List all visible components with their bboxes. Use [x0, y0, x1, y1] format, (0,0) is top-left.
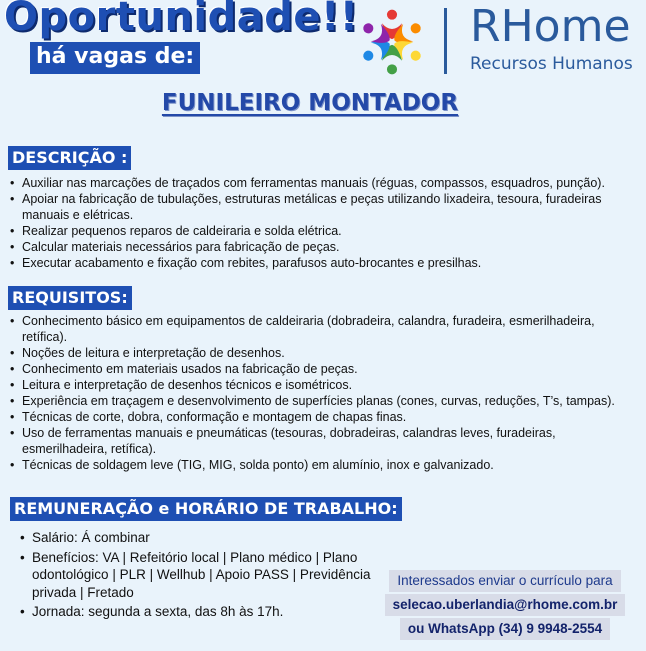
remuneracao-item: • Salário: Á combinar: [18, 529, 378, 547]
contact-whatsapp[interactable]: [400, 618, 610, 640]
subheadline: há vagas de:: [30, 42, 200, 74]
logo-divider: [444, 8, 447, 74]
logo-name: RHome: [470, 1, 631, 52]
logo-tagline: Recursos Humanos: [470, 54, 633, 74]
descricao-item: • Executar acabamento e fixação com rebites, parafusos auto-brocantes e presilhas.: [8, 255, 634, 271]
contact-box: [382, 570, 628, 642]
descricao-item: • Auxiliar nas marcações de traçados com ferramentas manuais (réguas, compassos, esquadros, punção).: [8, 175, 634, 191]
requisitos-list: [8, 313, 634, 473]
requisito-item: • Leitura e interpretação de desenhos técnicos e isométricos.: [8, 377, 634, 393]
remuneracao-item: • Benefícios: VA | Refeitório local | Plano médico | Plano odontológico | PLR | Wellhub | Apoio PASS | Previdência privada | Fretado: [18, 549, 378, 602]
contact-intro: Interessados enviar o currículo para: [389, 570, 620, 592]
headline: Oportunidade!!: [4, 0, 359, 40]
remuneracao-list: [18, 529, 378, 623]
requisito-item: • Conhecimento em materiais usados na fabricação de peças.: [8, 361, 634, 377]
descricao-item: • Apoiar na fabricação de tubulações, estruturas metálicas e peças utilizando lixadeira, tesoura, furadeiras manuais e elétricas.: [8, 191, 634, 223]
rhome-logo-icon: [356, 6, 428, 78]
requisito-item: • Técnicas de corte, dobra, conformação e montagem de chapas finas.: [8, 409, 634, 425]
job-title: FUNILEIRO MONTADOR: [161, 90, 459, 116]
section-heading-remuneracao: REMUNERAÇÃO e HORÁRIO DE TRABALHO:: [10, 497, 402, 521]
remuneracao-item: • Jornada: segunda a sexta, das 8h às 17h.: [18, 603, 378, 621]
descricao-item: • Realizar pequenos reparos de caldeiraria e solda elétrica.: [8, 223, 634, 239]
requisito-item: • Experiência em traçagem e desenvolvimento de superfícies planas (cones, curvas, reduções, T’s, tampas).: [8, 393, 634, 409]
section-heading-requisitos: REQUISITOS:: [8, 286, 132, 310]
requisito-item: • Noções de leitura e interpretação de desenhos.: [8, 345, 634, 361]
requisito-item: • Uso de ferramentas manuais e pneumáticas (tesouras, dobradeiras, calandras leves, furadeiras, esmerilhadeira, retífica).: [8, 425, 634, 457]
section-heading-descricao: DESCRIÇÃO :: [8, 146, 131, 170]
requisito-item: • Conhecimento básico em equipamentos de caldeiraria (dobradeira, calandra, furadeira, esmerilhadeira, retífica).: [8, 313, 634, 345]
contact-email[interactable]: selecao.uberlandia@rhome.com.br: [385, 594, 626, 616]
descricao-item: • Calcular materiais necessários para fabricação de peças.: [8, 239, 634, 255]
descricao-list: [8, 175, 634, 271]
requisito-item: • Técnicas de soldagem leve (TIG, MIG, solda ponto) em alumínio, inox e galvanizado.: [8, 457, 634, 473]
contact-whatsapp-text: ou WhatsApp (34) 9 9948-2554: [407, 621, 603, 636]
